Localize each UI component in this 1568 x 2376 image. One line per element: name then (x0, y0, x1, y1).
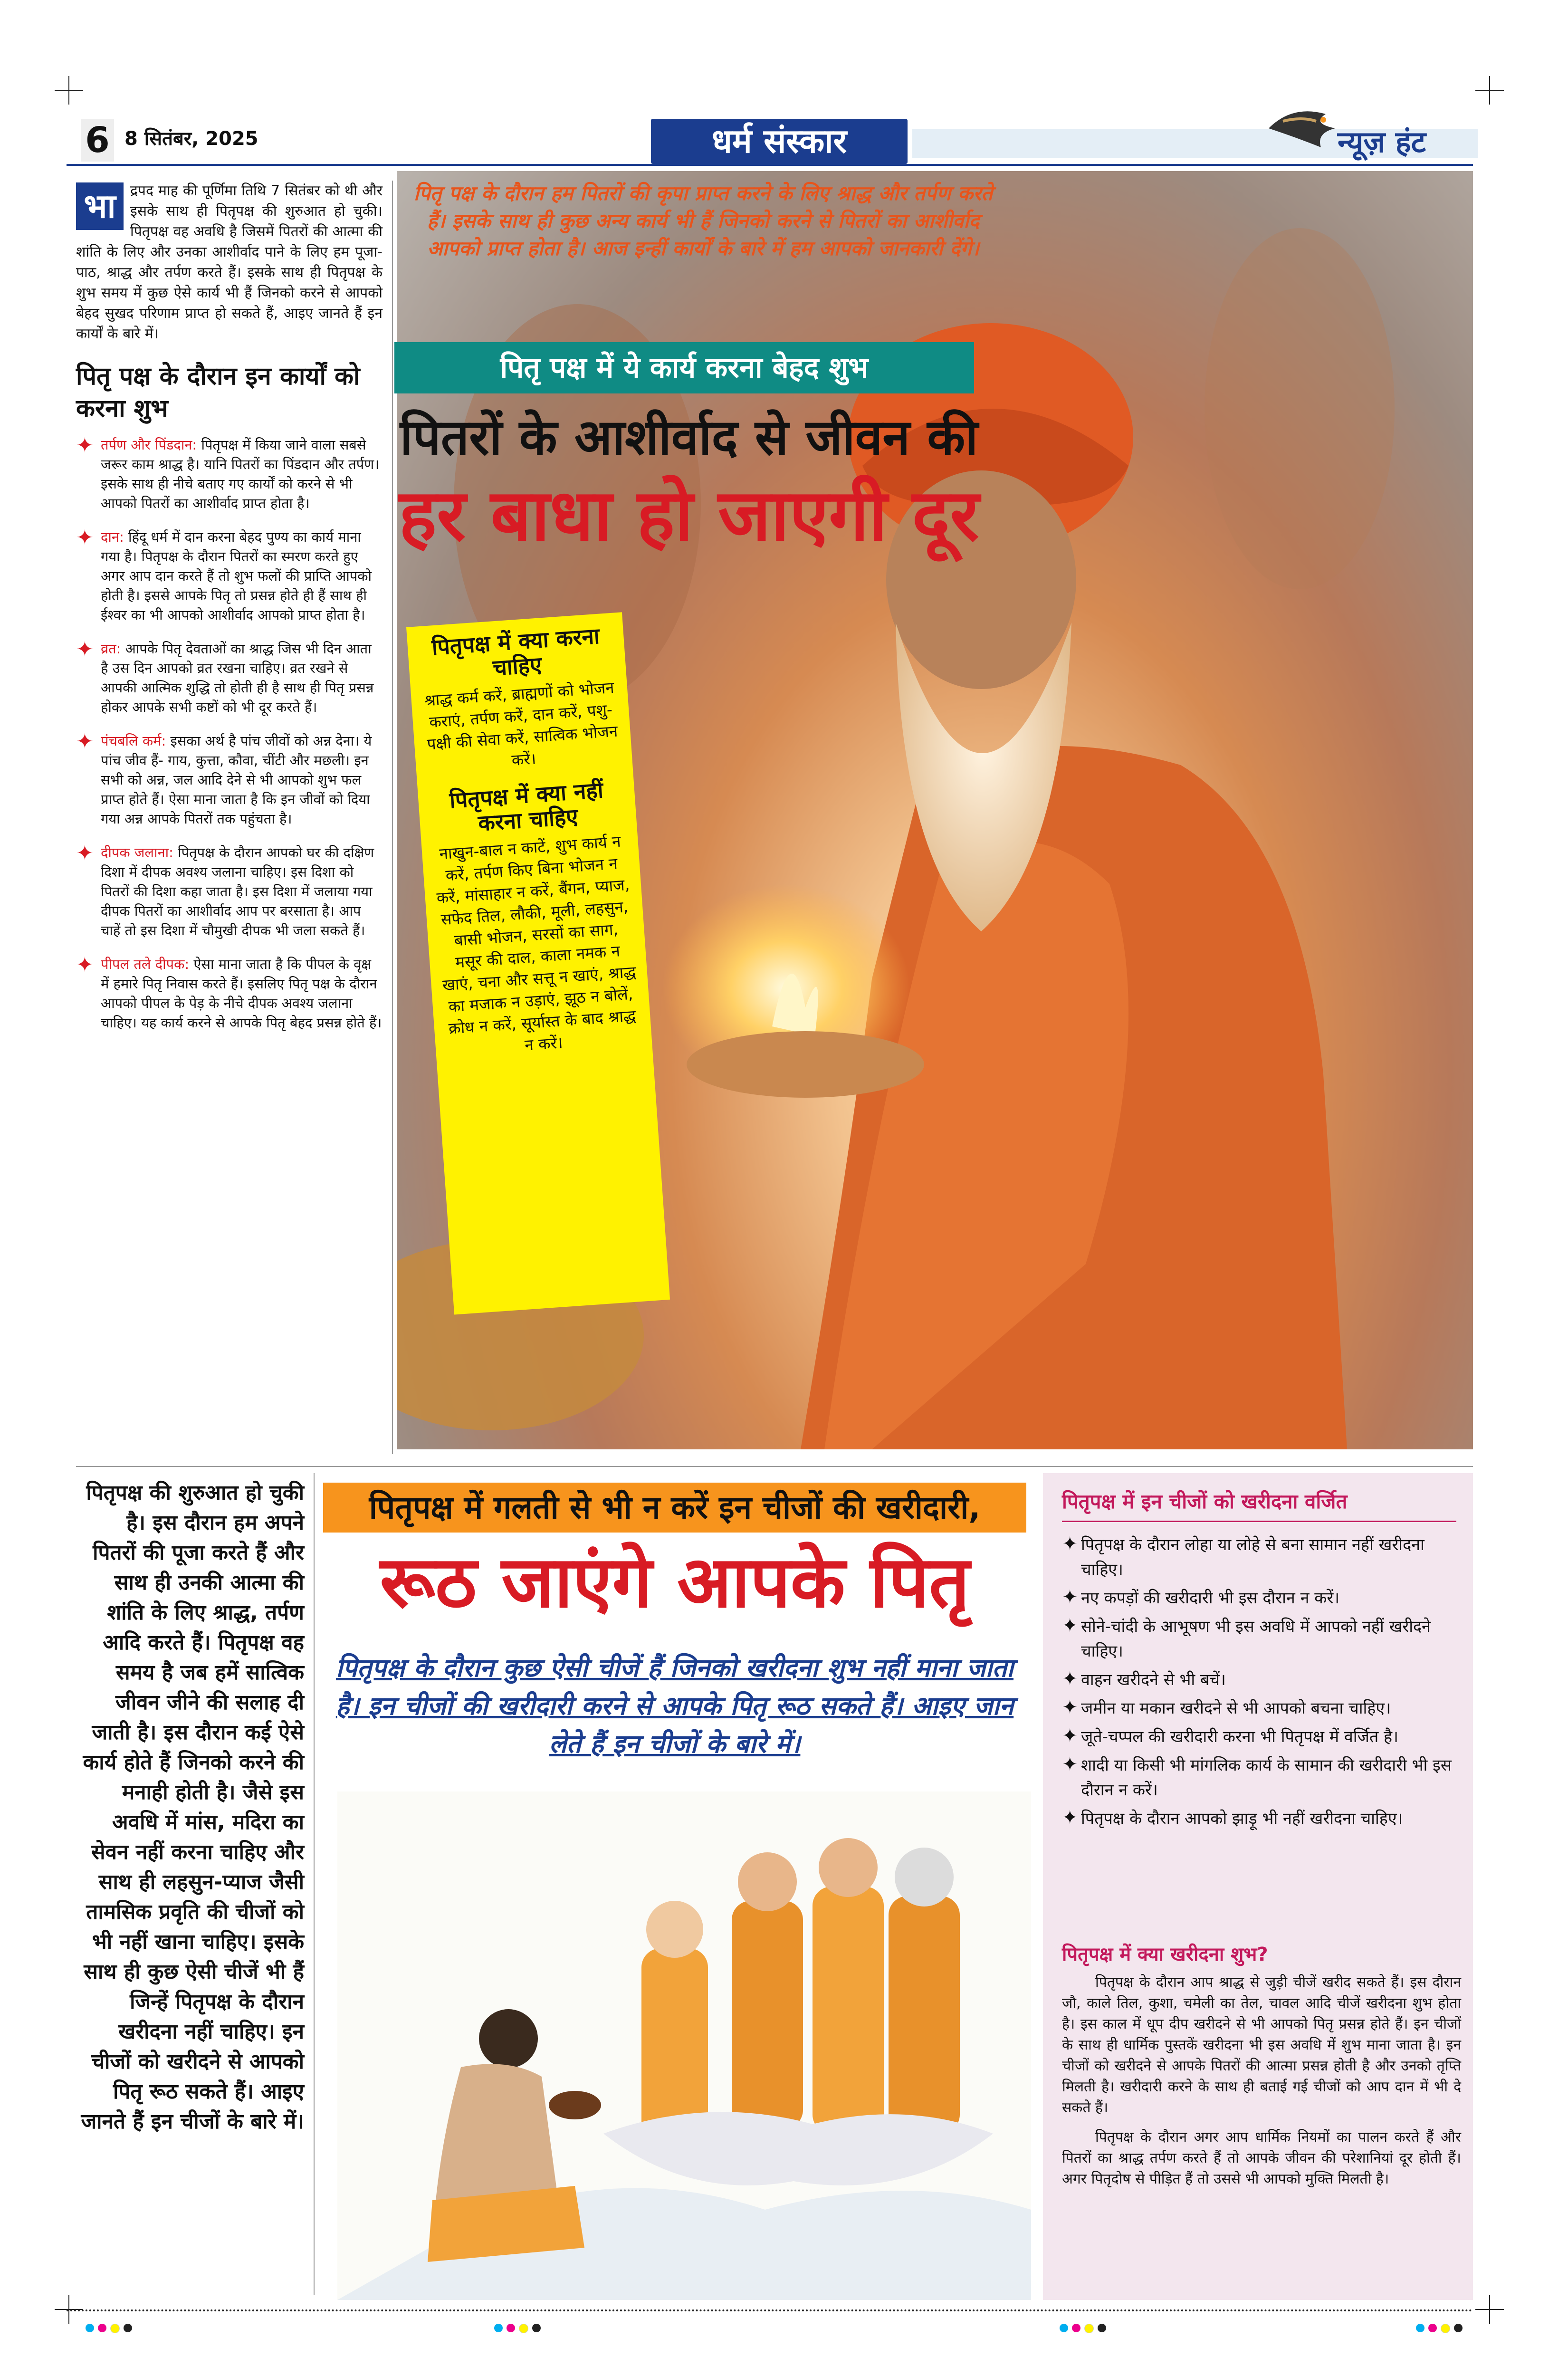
dos-text: श्राद्ध कर्म करें, ब्राह्मणों को भोजन कराएं, तर्पण करें, दान करें, पशु-पक्षी की सेवा करें, सात्विक भोजन करें। (424, 678, 619, 770)
list-item: ✦ शादी या किसी भी मांगलिक कार्य के सामान की खरीदारी भी इस दौरान न करें। (1062, 1753, 1461, 1802)
bullet-text: ऐसा माना जाता है कि पीपल के वृक्ष में हमारे पितृ निवास करते हैं। इसलिए पितृ पक्ष के दौरान आपको पीपल के पेड़ के नीचे दीपक अवश्य जलाना चाहिए। यह कार्य करने से आपके पितृ बेहद प्रसन्न होते हैं। (101, 956, 382, 1031)
section-divider (76, 1466, 1473, 1467)
star-icon: ✦ (1062, 1725, 1078, 1747)
sidebar-para-1: पितृपक्ष के दौरान आप श्राद्ध से जुड़ी चीजें खरीद सकते हैं। इस दौरान जौ, काले तिल, कुशा, चमेली का तेल, चावल आदि चीजें खरीदना शुभ होता है। इस काल में धूप दीप खरीदने से भी आपको पितृ प्रसन्न होते हैं। इन चीजों के साथ ही धार्मिक पुस्तकें खरीदना भी इस अवधि में शुभ माना जाता है। इन चीजों को खरीदने से आपके पितरों की आत्मा प्रसन्न होती है और उनको तृप्ति मिलती है। खरीदारी करने के साथ ही बताई गई चीजों को आप दान में भी दे सकते हैं। (1062, 1974, 1461, 2116)
list-item (76, 731, 382, 829)
bullet-text: पितृपक्ष के दौरान आपको घर की दक्षिण दिशा में दीपक अवश्य जलाना चाहिए। इस दिशा को पितरों की दिशा कहा जाता है। इस दिशा में जलाया गया दीपक पितरों का आशीर्वाद आप पर बरसाता है। आप चाहें तो इस दिशा में चौमुखी दीपक भी जला सकते हैं। (101, 844, 374, 939)
page-number: 6 (81, 119, 114, 162)
list-item: ✦ पितृपक्ष के दौरान आपको झाड़ू भी नहीं खरीदना चाहिए। (1062, 1806, 1461, 1831)
sidebar-title-rule (1062, 1521, 1456, 1522)
star-icon: ✦ (76, 637, 94, 661)
star-icon: ✦ (76, 729, 94, 754)
left-intro: द्रपद माह की पूर्णिमा तिथि 7 सितंबर को थी और इसके साथ ही पितृपक्ष की शुरुआत हो चुकी। पितृपक्ष वह अवधि है जिसमें पितरों की आत्मा की शांति के लिए और उनका आशीर्वाद पाने के लिए हम पूजा-पाठ, श्राद्ध और तर्पण करते हैं। इसके साथ ही पितृपक्ष के शुभ समय में कुछ ऐसे कार्य भी हैं जिनको करने से आपको बेहद सुखद परिणाम प्राप्त हो सकते हैं, आइए जानते हैं इन कार्यों के बारे में। (76, 182, 382, 342)
list-item (76, 955, 382, 1033)
list-item (76, 843, 382, 940)
footer-dotted-rule (67, 2309, 1473, 2311)
sidebar-subtitle: पितृपक्ष में क्या खरीदना शुभ? (1062, 1944, 1268, 1965)
bullet-text: पितृपक्ष में किया जाने वाला सबसे जरूर काम श्राद्ध है। यानि पितरों का पिंडदान और तर्पण। इसके साथ ही नीचे बताए गए कार्यों को करने से भी आपको पितरों का आशीर्वाद प्राप्त होता है। (101, 437, 380, 511)
registration-marks (1060, 2324, 1106, 2333)
left-heading: पितृ पक्ष के दौरान इन कार्यों को करना शुभ (76, 362, 360, 423)
ancestors-illustration (337, 1792, 1031, 2300)
bullet-title: तर्पण और पिंडदान: (101, 437, 197, 453)
list-item (76, 435, 382, 513)
newspaper-logo (1264, 95, 1473, 162)
bullet-title: दान: (101, 529, 124, 545)
list-item: ✦ जूते-चप्पल की खरीदारी करना भी पितृपक्ष में वर्जित है। (1062, 1725, 1461, 1749)
section-title: धर्म संस्कार (651, 119, 908, 164)
star-icon: ✦ (1062, 1753, 1078, 1775)
star-icon: ✦ (76, 433, 94, 458)
bullet-text: हिंदू धर्म में दान करना बेहद पुण्य का कार्य माना गया है। पितृपक्ष के दौरान पितरों का स्मरण करते हुए अगर आप दान करते हैं तो शुभ फलों की प्राप्ति आपको होती है। इससे आपके पितृ तो प्रसन्न होते ही हैं साथ ही ईश्वर का भी आपको आशीर्वाद आपको प्राप्त होता है। (101, 529, 372, 623)
star-icon: ✦ (76, 841, 94, 865)
drop-cap: भा (76, 182, 124, 230)
registration-marks (1416, 2324, 1463, 2333)
crop-mark (1475, 2295, 1504, 2324)
star-icon: ✦ (1062, 1615, 1078, 1637)
top-headline-line-2: हर बाधा हो जाएगी दूर (399, 474, 979, 557)
donts-text: नाखुन-बाल न काटें, शुभ कार्य न करें, तर्पण किए बिना भोजन न करें, मांसाहार न करें, बैंगन, प्याज, सफेद तिल, लौकी, मूली, लहसुन, बासी भोजन, सरसों का साग, मसूर की दाल, काला नमक न खाएं, चना और सत्तू न खाएं, श्राद्ध का मजाक न उड़ाएं, झूठ न बोलें, क्रोध न करें, सूर्यास्त के बाद श्राद्ध न करें। (436, 832, 637, 1054)
header-rule (67, 164, 1473, 166)
star-icon: ✦ (1062, 1807, 1078, 1829)
top-story-intro: पितृ पक्ष के दौरान हम पितरों की कृपा प्राप्त करने के लिए श्राद्ध और तर्पण करते हैं। इसके साथ ही कुछ अन्य कार्य भी हैं जिनको करने से पितरों का आशीर्वाद आपको प्राप्त होता है। आज इन्हीं कार्यों के बारे में हम आपको जानकारी देंगे। (413, 182, 993, 260)
bottom-story-kicker: पितृपक्ष में गलती से भी न करें इन चीजों की खरीदारी, (323, 1483, 1026, 1533)
sidebar-list (1062, 1533, 1461, 1835)
logo-text: न्यूज़ हंट (1338, 125, 1426, 159)
list-item: ✦ पितृपक्ष के दौरान लोहा या लोहे से बना सामान नहीं खरीदना चाहिए। (1062, 1533, 1461, 1582)
bullet-title: व्रत: (101, 641, 121, 657)
list-item (76, 639, 382, 717)
star-icon: ✦ (76, 953, 94, 977)
left-column (76, 181, 382, 1047)
star-icon: ✦ (1062, 1696, 1078, 1718)
bottom-headline: रूठ जाएंगे आपके पितृ (380, 1541, 970, 1624)
ancestors-drawing (337, 1792, 1031, 2300)
star-icon: ✦ (76, 526, 94, 550)
bullet-title: पंचबलि कर्म: (101, 733, 166, 749)
list-item: ✦ वाहन खरीदने से भी बचें। (1062, 1667, 1461, 1692)
star-icon: ✦ (1062, 1533, 1078, 1555)
star-icon: ✦ (1062, 1668, 1078, 1690)
sidebar-para-2: पितृपक्ष के दौरान अगर आप धार्मिक नियमों का पालन करते हैं और पितरों का श्राद्ध तर्पण करते हैं तो आपके जीवन की परेशानियां दूर होती हैं। अगर पितृदोष से पीड़ित हैं तो उससे भी आपको मुक्ति मिलती है। (1062, 2129, 1461, 2187)
registration-marks (494, 2324, 541, 2333)
bottom-story-intro: पितृपक्ष के दौरान कुछ ऐसी चीजें हैं जिनको खरीदना शुभ नहीं माना जाता है। इन चीजों की खरीदारी करने से आपके पितृ रूठ सकते हैं। आइए जान लेते हैं इन चीजों के बारे में। (335, 1653, 1014, 1759)
top-story-kicker: पितृ पक्ष में ये कार्य करना बेहद शुभ (394, 342, 974, 393)
issue-date: 8 सितंबर, 2025 (124, 128, 258, 150)
list-item (76, 527, 382, 625)
sidebar-title: पितृपक्ष में इन चीजों को खरीदना वर्जित (1062, 1490, 1348, 1513)
bullet-title: पीपल तले दीपक: (101, 956, 190, 972)
donts-title: पितृपक्ष में क्या नहीं करना चाहिए (449, 776, 604, 836)
bottom-left-column: पितृपक्ष की शुरुआत हो चुकी है। इस दौरान हम अपने पितरों की पूजा करते हैं और साथ ही उनकी आत्मा की शांति के लिए श्राद्ध, तर्पण आदि करते हैं। पितृपक्ष वह समय है जब हमें सात्विक जीवन जीने की सलाह दी जाती है। इस दौरान कई ऐसे कार्य होते हैं जिनको करने की मनाही होती है। जैसे इस अवधि में मांस, मदिरा का सेवन नहीं करना चाहिए और साथ ही लहसुन-प्याज जैसी तामसिक प्रवृति की चीजों को भी नहीं खाना चाहिए। इसके साथ ही कुछ ऐसी चीजें भी हैं जिन्हें पितृपक्ष के दौरान खरीदना नहीं चाहिए। इन चीजों को खरीदने से आपको पितृ रूठ सकते हैं। आइए जानते हैं इन चीजों के बारे में। (81, 1481, 304, 2134)
column-divider (392, 181, 393, 1454)
bullet-title: दीपक जलाना: (101, 844, 173, 861)
star-icon: ✦ (1062, 1586, 1078, 1608)
bullet-text: इसका अर्थ है पांच जीवों को अन्न देना। ये पांच जीव हैं- गाय, कुत्ता, कौवा, चींटी और मछली। इन सभी को अन्न, जल आदि देने से भी आपको शुभ फल प्राप्त होते हैं। ऐसा माना जाता है कि इन जीवों को दिया गया अन्न आपके पितरों तक पहुंचता है। (101, 733, 372, 827)
registration-marks (86, 2324, 132, 2333)
list-item: ✦ सोने-चांदी के आभूषण भी इस अवधि में आपको नहीं खरीदने चाहिए। (1062, 1614, 1461, 1664)
list-item: ✦ नए कपड़ों की खरीदारी भी इस दौरान न करें। (1062, 1586, 1461, 1610)
column-divider (314, 1473, 315, 2295)
crop-mark (55, 76, 83, 105)
sidebar-paragraphs (1062, 1972, 1461, 2190)
list-item: ✦ जमीन या मकान खरीदने से भी आपको बचना चाहिए। (1062, 1696, 1461, 1721)
crop-mark (1475, 76, 1504, 105)
dos-title: पितृपक्ष में क्या करना चाहिए (430, 623, 601, 681)
top-headline-line-1: पितरों के आशीर्वाद से जीवन की (400, 408, 978, 466)
bullet-text: आपके पितृ देवताओं का श्राद्ध जिस भी दिन आता है उस दिन आपको व्रत रखना चाहिए। व्रत रखने से आपकी आत्मिक शुद्धि तो होती ही है साथ ही पितृ प्रसन्न होकर आपके सभी कष्टों को भी दूर करते हैं। (101, 641, 374, 715)
